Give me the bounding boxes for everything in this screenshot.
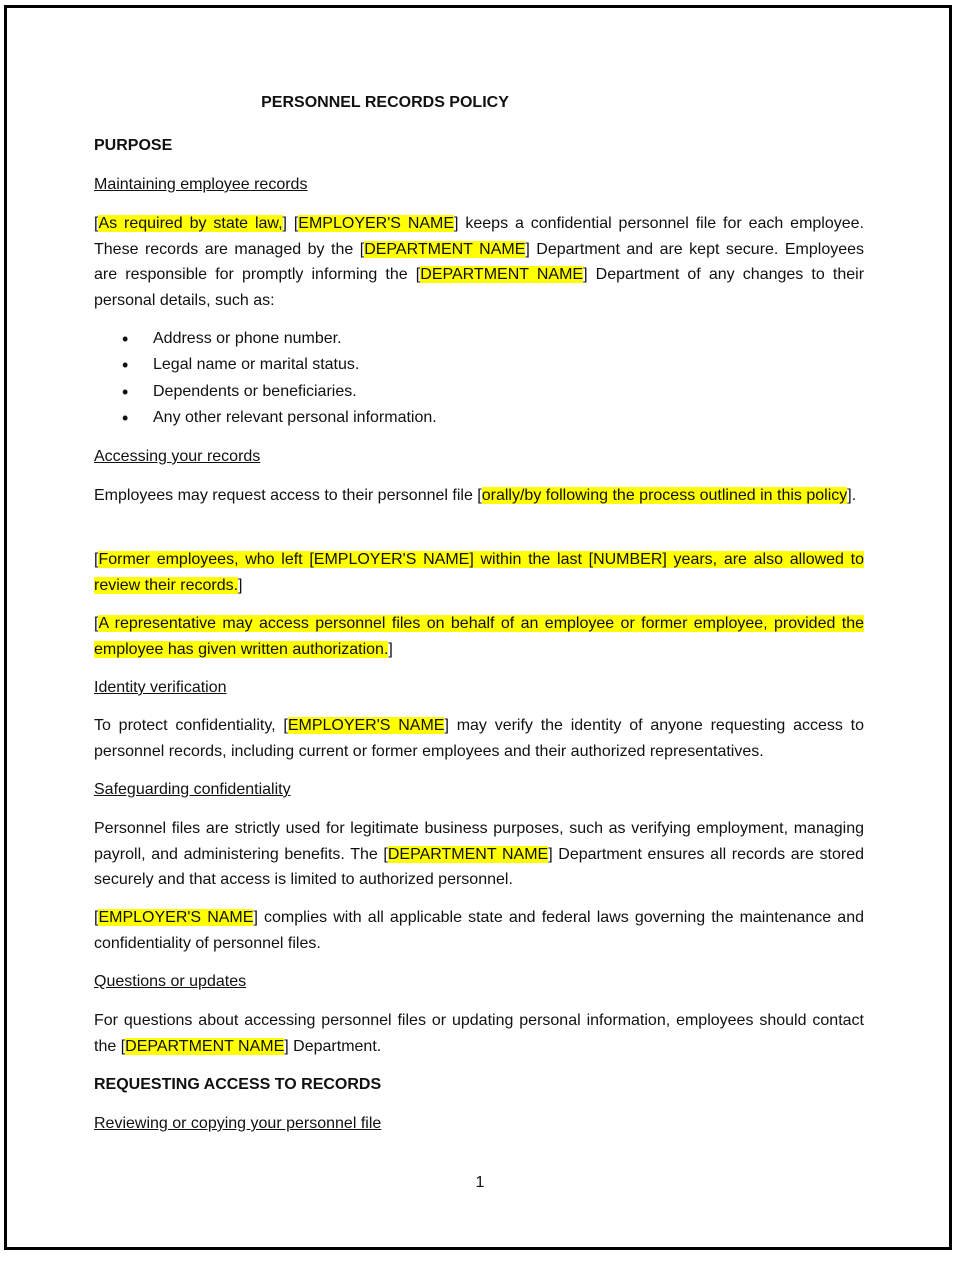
highlighted-placeholder: DEPARTMENT NAME (125, 1037, 285, 1055)
text-run: ] (238, 576, 243, 594)
text-run: Employees may request access to their personnel file [ (94, 487, 482, 504)
paragraph-safeguarding (94, 816, 864, 893)
highlighted-placeholder: DEPARTMENT NAME (420, 266, 584, 283)
highlighted-placeholder: EMPLOYER'S NAME (287, 717, 445, 734)
text-run: To protect confidentiality, [ (94, 717, 288, 734)
paragraph-questions (94, 1008, 864, 1059)
list-item: • Legal name or marital status. (94, 352, 864, 378)
text-run: ]. (847, 487, 857, 504)
section-heading-identity-verification (94, 675, 864, 701)
text-run: [ (94, 551, 99, 568)
paragraph-request-access (94, 483, 864, 509)
purpose-heading: PURPOSE (94, 137, 173, 154)
section-heading-text: Maintaining employee records (94, 176, 308, 193)
paragraph-former-employees (94, 547, 864, 598)
text-run: [ (94, 215, 99, 232)
text-run: ] may verify the identity of anyone requesting access to personnel records, including current or former employees and their authorized representatives. (94, 717, 865, 760)
paragraph-identity-verification (94, 713, 864, 764)
text-run: For questions about accessing personnel files or updating personal information, employees should contact the [ (94, 1012, 864, 1055)
paragraph-compliance (94, 905, 864, 956)
section-heading-accessing-records (94, 444, 864, 470)
highlighted-placeholder: DEPARTMENT NAME (364, 240, 526, 258)
text-run: ] Department of any changes to their personal details, such as: (94, 266, 865, 309)
requesting-access-heading: REQUESTING ACCESS TO RECORDS (94, 1076, 382, 1093)
section-heading-text: Questions or updates (94, 973, 247, 990)
paragraph-representative-access (94, 611, 864, 662)
list-item: • Any other relevant personal information. (94, 405, 864, 431)
text-run: ] complies with all applicable state and federal laws governing the maintenance and confidentiality of personnel files. (94, 909, 865, 952)
text-run: ] Department. (284, 1037, 382, 1055)
document-title: PERSONNEL RECORDS POLICY (261, 94, 509, 111)
text-run: ] [ (282, 215, 299, 232)
highlighted-placeholder: orally/by following the process outlined in this policy (481, 487, 848, 504)
text-run: ] Department ensures all records are stored securely and that access is limited to authorized personnel. (94, 845, 864, 888)
text-run: ] Department and are kept secure. Employees are responsible for promptly informing the [ (94, 240, 865, 283)
highlighted-placeholder: DEPARTMENT NAME (387, 845, 549, 863)
section-heading-maintaining-records (94, 172, 864, 198)
section-heading-safeguarding (94, 777, 864, 803)
paragraph-maintaining-records (94, 211, 864, 313)
highlighted-placeholder: EMPLOYER'S NAME (298, 215, 455, 232)
section-heading-text: Safeguarding confidentiality (94, 781, 291, 798)
text-run: [ (94, 615, 99, 632)
section-heading-questions (94, 969, 864, 995)
list-item: • Address or phone number. (94, 326, 864, 352)
text-run: ] keeps a confidential personnel file for each employee. These records are managed by the [ (94, 215, 864, 258)
section-heading-reviewing-copying (94, 1111, 864, 1137)
list-item: • Dependents or beneficiaries. (94, 379, 864, 405)
section-heading-text: Accessing your records (94, 448, 261, 465)
text-run: [ (94, 909, 99, 926)
section-heading-text: Reviewing or copying your personnel file (94, 1115, 382, 1132)
text-run: Personnel files are strictly used for legitimate business purposes, such as verifying employment, managing payroll, and administering benefits. The [ (94, 820, 864, 863)
text-run: ] (388, 640, 393, 658)
highlighted-placeholder: As required by state law, (98, 215, 283, 232)
section-heading-text: Identity verification (94, 679, 227, 696)
highlighted-placeholder: Former employees, who left [EMPLOYER'S NAME] within the last [NUMBER] years, are also allowed to review their records. (94, 551, 864, 594)
highlighted-placeholder: A representative may access personnel files on behalf of an employee or former employee, provided the employee has given written authorization. (94, 615, 864, 658)
page-number: 1 (475, 1174, 485, 1191)
highlighted-placeholder: EMPLOYER'S NAME (98, 909, 254, 926)
personal-details-list (94, 326, 864, 431)
